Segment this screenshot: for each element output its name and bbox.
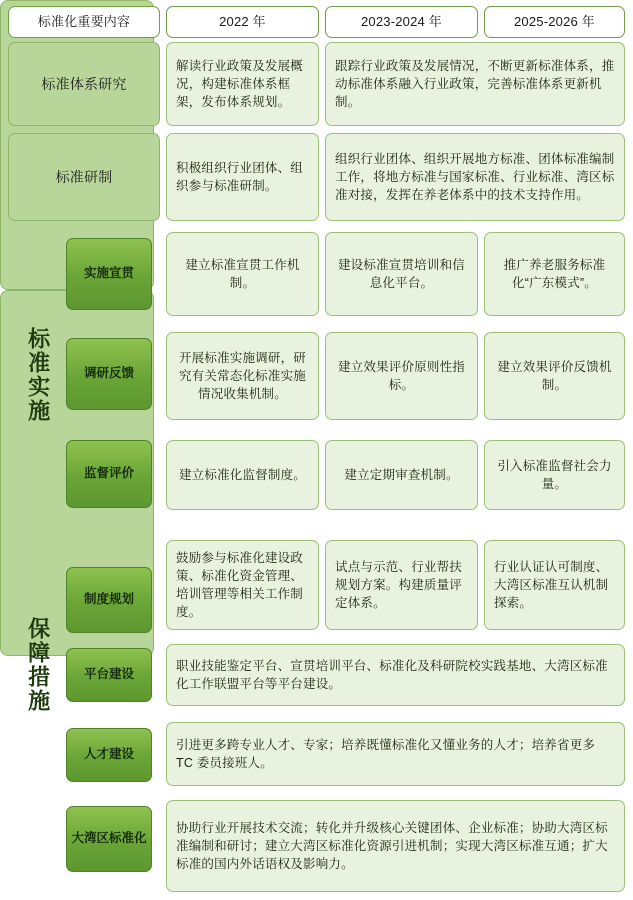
category-label-safeguards-text: 保障措施 bbox=[25, 617, 51, 713]
cell-safeguards-2-span bbox=[166, 722, 625, 786]
sub-item-safeguards-0[interactable] bbox=[66, 567, 152, 633]
category-label-standard-development: 标准研制 bbox=[55, 168, 113, 185]
cell-text: 开展标准实施调研，研究有关常态化标准实施情况收集机制。 bbox=[178, 350, 306, 402]
cell-text: 跟踪行业政策及发展情况，不断更新标准体系，推动标准体系融入行业政策，完善标准体系更新机制。 bbox=[335, 58, 615, 110]
header-label-2023-2024: 2023-2024 年 bbox=[361, 13, 442, 29]
sub-item-safeguards-2[interactable] bbox=[66, 728, 152, 782]
sub-item-label: 调研反馈 bbox=[83, 366, 134, 381]
sub-item-safeguards-3[interactable] bbox=[66, 806, 152, 872]
cell-implementation-1-2025 bbox=[484, 332, 625, 420]
cell-safeguards-0-2023 bbox=[325, 540, 478, 630]
header-label-content: 标准化重要内容 bbox=[37, 13, 131, 29]
cell-system-research-2023-2026 bbox=[325, 42, 625, 126]
sub-item-label: 制度规划 bbox=[83, 592, 134, 607]
cell-text: 建立效果评价原则性指标。 bbox=[337, 359, 465, 392]
cell-implementation-1-2023 bbox=[325, 332, 478, 420]
cell-standard-development-2022 bbox=[166, 133, 319, 221]
header-cell-2025-2026 bbox=[484, 6, 625, 38]
sub-item-label: 人才建设 bbox=[83, 747, 134, 762]
cell-text: 行业认证认可制度、大湾区标准互认机制探索。 bbox=[494, 559, 609, 611]
category-label-implementation-text: 标准实施 bbox=[25, 327, 51, 423]
sub-item-implementation-0[interactable] bbox=[66, 238, 152, 310]
category-label-system-research: 标准体系研究 bbox=[41, 75, 127, 92]
sub-item-implementation-1[interactable] bbox=[66, 338, 152, 410]
sub-item-safeguards-1[interactable] bbox=[66, 648, 152, 702]
header-label-2025-2026: 2025-2026 年 bbox=[514, 13, 595, 29]
cell-safeguards-1-span bbox=[166, 644, 625, 706]
cell-implementation-2-2023 bbox=[325, 440, 478, 510]
cell-text: 建立标准宣贯工作机制。 bbox=[185, 257, 300, 290]
sub-item-implementation-2[interactable] bbox=[66, 440, 152, 508]
cell-text: 引入标准监督社会力量。 bbox=[497, 458, 612, 491]
header-cell-content bbox=[8, 6, 160, 38]
cell-text: 解读行业政策及发展概况，构建标准体系框架，发布体系规划。 bbox=[176, 58, 304, 110]
sub-item-label: 监督评价 bbox=[83, 466, 134, 481]
cell-text: 建设标准宣贯培训和信息化平台。 bbox=[337, 257, 465, 290]
sub-item-label: 大湾区标准化 bbox=[71, 831, 147, 846]
sub-item-label: 实施宣贯 bbox=[83, 266, 134, 281]
cell-text: 试点与示范、行业帮扶规划方案。构建质量评定体系。 bbox=[335, 559, 463, 611]
cell-text: 协助行业开展技术交流；转化并升级核心关键团体、企业标准；协助大湾区标准编制和研讨；建立大湾区标准化资源引进机制；实现大湾区标准互通；扩大标准的国内外话语权及影响力。 bbox=[176, 820, 608, 872]
cell-text: 建立定期审查机制。 bbox=[344, 467, 459, 482]
cell-text: 组织行业团体、组织开展地方标准、团体标准编制工作，将地方标准与国家标准、行业标准、湾区标准对接，发挥在养老体系中的技术支持作用。 bbox=[335, 151, 615, 203]
cell-text: 鼓励参与标准化建设政策、标准化资金管理、培训管理等相关工作制度。 bbox=[176, 550, 304, 620]
sub-item-label: 平台建设 bbox=[83, 667, 134, 682]
cell-text: 积极组织行业团体、组织参与标准研制。 bbox=[176, 160, 304, 193]
header-cell-2022 bbox=[166, 6, 319, 38]
cell-implementation-2-2025 bbox=[484, 440, 625, 510]
header-label-2022: 2022 年 bbox=[219, 13, 266, 29]
cell-standard-development-2023-2026 bbox=[325, 133, 625, 221]
cell-system-research-2022 bbox=[166, 42, 319, 126]
cell-implementation-0-2023 bbox=[325, 232, 478, 316]
cell-safeguards-0-2025 bbox=[484, 540, 625, 630]
cell-text: 引进更多跨专业人才、专家；培养既懂标准化又懂业务的人才；培养省更多 TC 委员接班人。 bbox=[176, 737, 596, 770]
cell-implementation-0-2025 bbox=[484, 232, 625, 316]
cell-text: 职业技能鉴定平台、宣贯培训平台、标准化及科研院校实践基地、大湾区标准化工作联盟平台等平台建设。 bbox=[176, 658, 608, 691]
category-system-research bbox=[8, 42, 160, 126]
category-standard-development bbox=[8, 133, 160, 221]
cell-implementation-1-2022 bbox=[166, 332, 319, 420]
cell-text: 建立效果评价反馈机制。 bbox=[497, 359, 612, 392]
cell-safeguards-0-2022 bbox=[166, 540, 319, 630]
cell-implementation-2-2022 bbox=[166, 440, 319, 510]
header-cell-2023-2024 bbox=[325, 6, 478, 38]
cell-implementation-0-2022 bbox=[166, 232, 319, 316]
category-label-safeguards bbox=[14, 600, 62, 730]
cell-text: 推广养老服务标准化“广东模式”。 bbox=[503, 257, 606, 290]
category-label-implementation bbox=[14, 290, 62, 460]
cell-safeguards-3-span bbox=[166, 800, 625, 892]
cell-text: 建立标准化监督制度。 bbox=[178, 467, 306, 482]
